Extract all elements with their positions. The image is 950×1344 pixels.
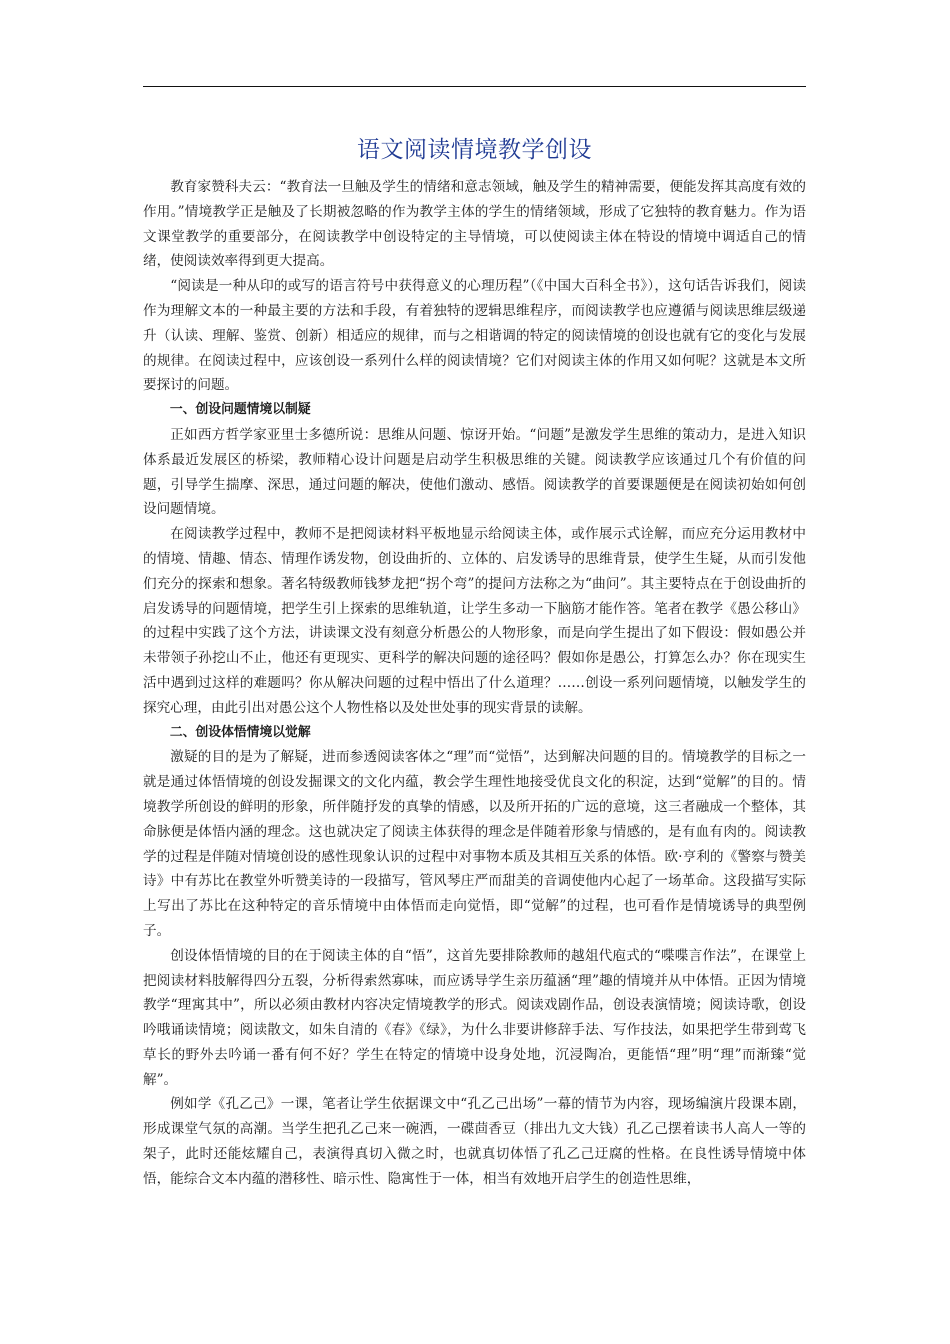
paragraph: 在阅读教学过程中，教师不是把阅读材料平板地显示给阅读主体，或作展示式诠解，而应充分运用教材中的情境、情趣、情态、情理作诱发物，创设曲折的、立体的、启发诱导的思维背景，使学生生疑，从而引发他们充分的探索和想象。著名特级教师钱梦龙把“拐个弯”的提问方法称之为“曲问”。其主要特点在于创设曲折的启发诱导的问题情境，把学生引上探索的思维轨道，让学生多动一下脑筋才能作答。笔者在教学《愚公移山》的过程中实践了这个方法，讲读课文没有刻意分析愚公的人物形象，而是向学生提出了如下假设：假如愚公并未带领子孙挖山不止，他还有更现实、更科学的解决问题的途径吗？假如你是愚公，打算怎么办？你在现实生活中遇到过这样的难题吗？你从解决问题的过程中悟出了什么道理？……创设一系列问题情境，以触发学生的探究心理，由此引出对愚公这个人物性格以及处世处事的现实背景的读解。	[143, 526, 806, 716]
document-body	[143, 175, 806, 1192]
paragraph: 创设体悟情境的目的在于阅读主体的自“悟”，这首先要排除教师的越俎代庖式的“喋喋言作法”，在课堂上把阅读材料肢解得四分五裂，分析得索然寡味，而应诱导学生亲历蕴涵“理”趣的情境并从中体悟。正因为情境教学“理寓其中”，所以必须由教材内容决定情境教学的形式。阅读戏剧作品，创设表演情境；阅读诗歌，创设吟哦诵读情境；阅读散文，如朱自清的《春》《绿》，为什么非要讲修辞手法、写作技法，如果把学生带到莺飞草长的野外去吟诵一番有何不好？学生在特定的情境中设身处地，沉浸陶冶，更能悟“理”明“理”而渐臻“觉解”。	[143, 947, 806, 1088]
header-rule	[143, 86, 806, 87]
paragraph: 教育家赞科夫云：“教育法一旦触及学生的情绪和意志领域，触及学生的精神需要，便能发挥其高度有效的作用。”情境教学正是触及了长期被忽略的作为教学主体的学生的情绪领域，形成了它独特的教育魅力。作为语文课堂教学的重要部分，在阅读教学中创设特定的主导情境，可以使阅读主体在特设的情境中调适自己的情绪，使阅读效率得到更大提高。	[143, 179, 806, 270]
paragraph: 例如学《孔乙己》一课，笔者让学生依据课文中“孔乙己出场”一幕的情节为内容，现场编演片段课本剧，形成课堂气氛的高潮。当学生把孔乙己来一碗洒，一碟茴香豆（排出九文大钱）孔乙己摆着读书人高人一等的架子，此时还能炫耀自己，表演得真切入微之时，也就真切体悟了孔乙己迂腐的性格。在良性诱导情境中体悟，能综合文本内蕴的潜移性、暗示性、隐寓性于一体，相当有效地开启学生的创造性思维，	[143, 1096, 806, 1187]
document-title: 语文阅读情境教学创设	[357, 137, 592, 163]
section-heading: 一、创设问题情境以制疑	[169, 402, 311, 418]
section-heading: 二、创设体悟情境以觉解	[169, 724, 311, 740]
paragraph: 正如西方哲学家亚里士多德所说：思维从问题、惊讶开始。“问题”是激发学生思维的策动力，是进入知识体系最近发展区的桥梁，教师精心设计问题是启动学生积极思维的关键。阅读教学应该通过几个有价值的问题，引导学生揣摩、深思，通过问题的解决，使他们激动、感悟。阅读教学的首要课题便是在阅读初始如何创设问题情境。	[143, 426, 806, 518]
paragraph: 激疑的目的是为了解疑，进而参透阅读客体之“理”而“觉悟”，达到解决问题的目的。情境教学的目标之一就是通过体悟情境的创设发掘课文的文化内蕴，教会学生理性地接受优良文化的积淀，达到“觉解”的目的。情境教学所创设的鲜明的形象，所伴随抒发的真挚的情感，以及所开拓的广远的意境，这三者融成一个整体，其命脉便是体悟内涵的理念。这也就决定了阅读主体获得的理念是伴随着形象与情感的，是有血有肉的。阅读教学的过程是伴随对情境创设的感性现象认识的过程中对事物本质及其相互关系的体悟。欧·亨利的《警察与赞美诗》中有苏比在教堂外听赞美诗的一段描写，管风琴庄严而甜美的音调使他内心起了一场革命。这段描写实际上写出了苏比在这种特定的音乐情境中由体悟而走向觉悟，即“觉解”的过程，也可看作是情境诱导的典型例子。	[143, 749, 806, 939]
paragraph: “阅读是一种从印的或写的语言符号中获得意义的心理历程”（《中国大百科全书》），这句话告诉我们，阅读作为理解文本的一种最主要的方法和手段，有着独特的逻辑思维程序，而阅读教学也应遵循与阅读思维层级递升（认读、理解、鉴赏、创新）相适应的规律，而与之相谐调的特定的阅读情境的创设也就有它的变化与发展的规律。在阅读过程中，应该创设一系列什么样的阅读情境？它们对阅读主体的作用又如何呢？这就是本文所要探讨的问题。	[143, 278, 806, 394]
